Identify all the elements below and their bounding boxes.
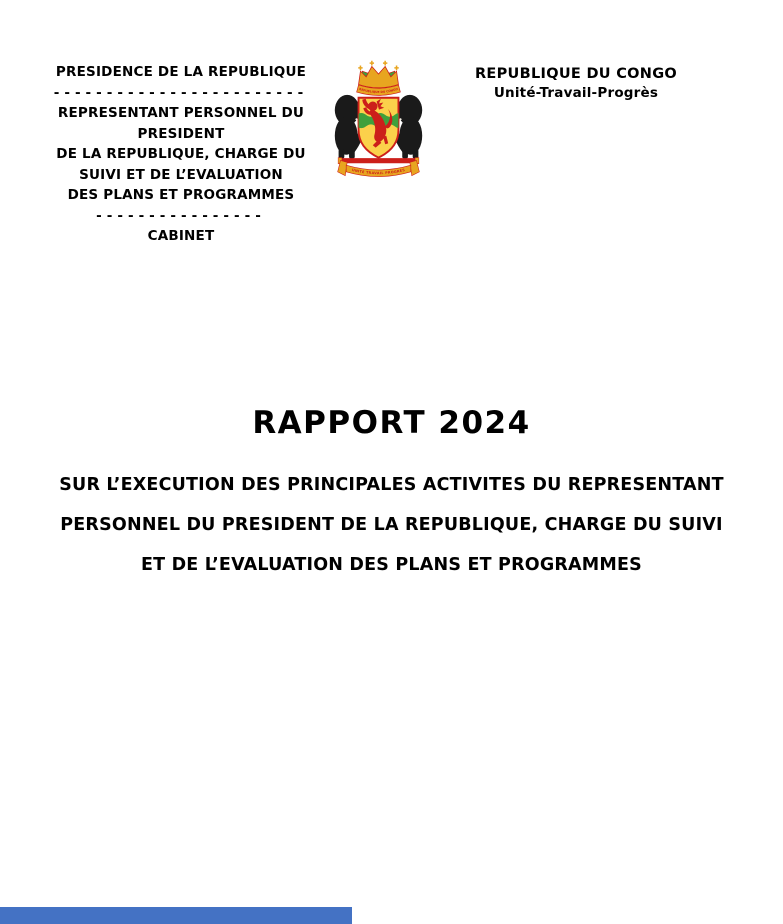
institution-line: PRESIDENCE DE LA REPUBLIQUE xyxy=(55,64,307,80)
subtitle-line: PERSONNEL DU PRESIDENT DE LA REPUBLIQUE, CHARGE DU SUIVI xyxy=(60,515,723,535)
motto-ribbon-icon xyxy=(338,158,420,177)
national-motto: Unité-Travail-Progrès xyxy=(493,85,659,101)
institution-line: SUIVI ET DE L’EVALUATION xyxy=(79,166,283,183)
institution-line: PRESIDENT xyxy=(137,125,225,142)
separator-dashes: ------------------------ xyxy=(53,84,309,101)
separator-dashes: ---------------- xyxy=(96,207,266,224)
bottom-accent-bar xyxy=(0,907,352,924)
country-block xyxy=(466,66,686,101)
ribbon-motto-text: UNITÉ TRAVAIL PROGRÈS xyxy=(351,167,406,176)
shield-icon xyxy=(357,98,405,158)
institution-line: DE LA REPUBLIQUE, CHARGE DU xyxy=(56,146,306,162)
report-subtitle xyxy=(24,465,759,585)
country-name: REPUBLIQUE DU CONGO xyxy=(474,66,678,82)
subtitle-line: SUR L’EXECUTION DES PRINCIPALES ACTIVITES DU REPRESENTANT xyxy=(59,475,724,495)
congo-coat-of-arms-icon xyxy=(331,57,426,186)
subtitle-line: ET DE L’EVALUATION DES PLANS ET PROGRAMMES xyxy=(140,555,642,575)
crown-icon xyxy=(357,61,401,96)
institution-line: REPRESENTANT PERSONNEL DU xyxy=(57,105,305,121)
cabinet-label: CABINET xyxy=(147,228,215,244)
report-title: RAPPORT 2024 xyxy=(252,405,531,441)
crown-text: REPUBLIQUE DU CONGO xyxy=(358,86,399,95)
institution-block xyxy=(46,62,316,247)
institution-line: DES PLANS ET PROGRAMMES xyxy=(67,187,295,203)
